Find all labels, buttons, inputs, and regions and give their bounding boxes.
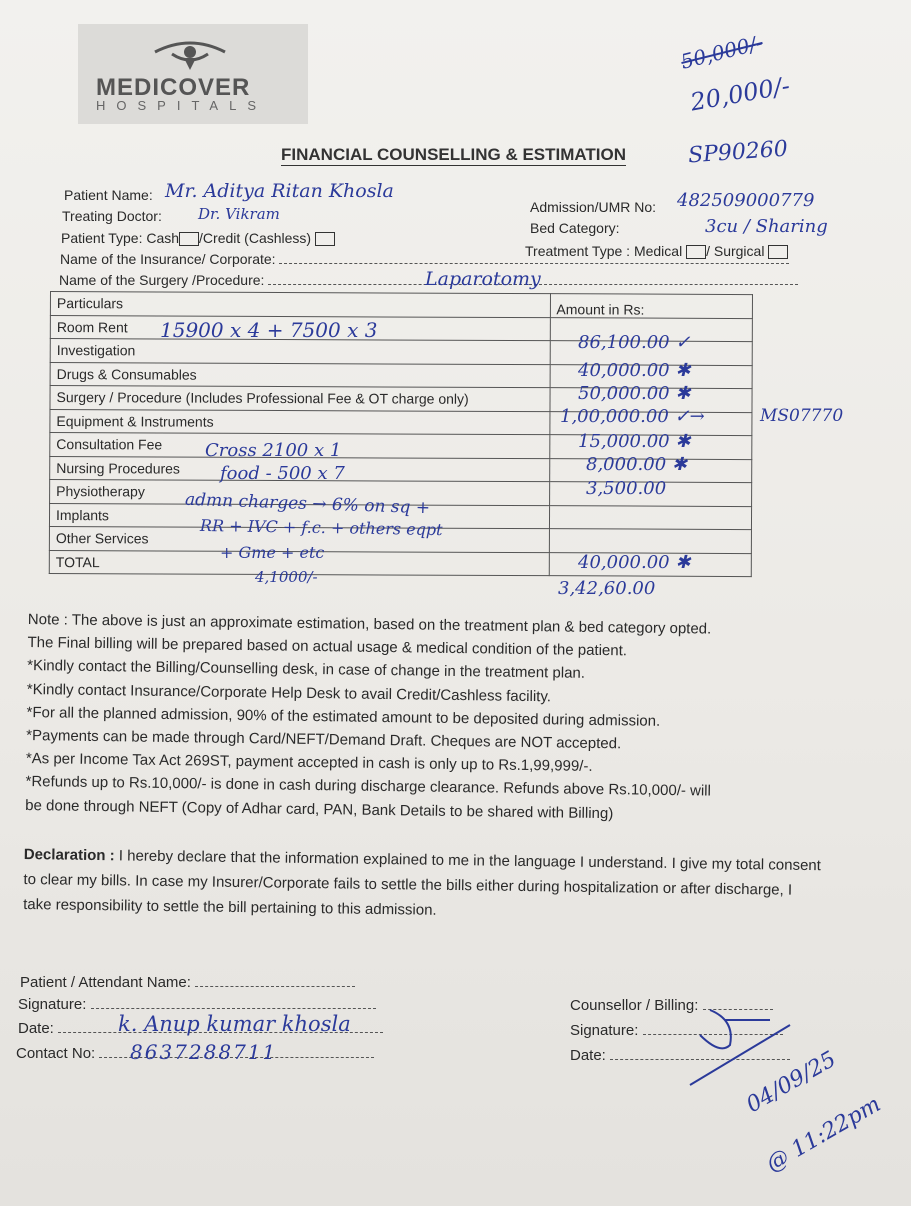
row-label: Investigation [50,339,550,365]
eye-logo-icon [150,30,230,70]
struck-amount: 50,000/- [678,30,766,74]
bed-category-label: Bed Category: [530,220,620,236]
insurance-label: Name of the Insurance/ Corporate: [60,251,276,267]
other-services-note: + Gme + etc [220,543,325,562]
nursing-note: food - 500 x 7 [220,463,345,484]
form-title: FINANCIAL COUNSELLING & ESTIMATION [281,145,627,164]
reference-code: SP90260 [687,136,789,169]
row-label: Physiotherapy [50,480,550,506]
amount-equipment: 15,000.00 ✱ [578,431,691,452]
note-line: *Refunds up to Rs.10,000/- is done in cash during discharge clearance. Refunds above Rs.10,000/- will [25,773,712,800]
physio-note: admn charges → 6% on sq + [184,489,431,519]
declaration-text: I hereby declare that the information explained to me in the language I understand. I give my total consent to clear my bills. In case my Insurer/Corporate fails to settle the bills either during hospitalization or after discharge, I take responsibility to settle the bill pertaining to this admission. [23,847,822,919]
medical-checkbox [686,245,706,259]
row-label: Consultation Fee [50,433,550,459]
contact-label: Contact No: [16,1045,96,1062]
bed-category-value: 3cu / Sharing [705,216,828,237]
note-line: *Payments can be made through Card/NEFT/Demand Draft. Cheques are NOT accepted. [26,727,622,753]
brand-subtitle: HOSPITALS [96,98,268,113]
implants-note: RR + IVC + f.c. + others eqpt [199,515,443,540]
treatment-type-row [525,243,788,259]
room-rent-note: 15900 x 4 + 7500 x 3 [160,318,378,342]
insurance-blank [279,263,789,264]
note-line: *Kindly contact the Billing/Counselling desk, in case of change in the treatment plan. [27,657,586,683]
row-label: Drugs & Consumables [50,362,550,388]
row-label: Room Rent [50,315,550,341]
note-line: *As per Income Tax Act 269ST, payment accepted in cash is only up to Rs.1,99,999/-. [25,750,593,776]
row-label: Implants [49,503,549,529]
row-label: Nursing Procedures [50,456,550,482]
declaration-section [23,842,824,928]
attendant-label: Patient / Attendant Name: [20,974,191,991]
amount-drugs: 50,000.00 ✱ [578,383,691,404]
amount-header: Amount in Rs: [550,294,753,318]
amount-total: 3,42,60.00 [558,578,656,599]
surgery-code: MS07770 [760,406,844,426]
signature-label: Signature: [18,996,87,1013]
credit-checkbox [315,232,335,246]
note-line: The Final billing will be prepared based on actual usage & medical condition of the patient. [27,634,628,660]
amount-nursing: 3,500.00 [586,478,667,499]
credit-label: /Credit (Cashless) [199,230,312,246]
doctor-value: Dr. Vikram [198,205,280,223]
cash-checkbox [179,232,199,246]
note-line: *Kindly contact Insurance/Corporate Help Desk to avail Credit/Cashless facility. [26,680,552,705]
handwritten-time: @ 11:22pm [762,1091,886,1178]
surgery-label: Name of the Surgery /Procedure: [59,272,265,288]
note-line: Note : The above is just an approximate estimation, based on the treatment plan & bed category opted. [27,610,712,638]
brand-name: MEDICOVER [96,74,251,101]
amount-surgery: 1,00,000.00 ✓→ [560,406,705,427]
amount-investigation: 40,000.00 ✱ [578,360,691,381]
admission-label: Admission/UMR No: [530,199,657,215]
row-label: Equipment & Instruments [50,409,550,435]
surgical-label: / Surgical [706,243,765,259]
particulars-header: Particulars [50,292,550,318]
note-line: *For all the planned admission, 90% of the estimated amount to be deposited during admission. [26,703,661,730]
contact-value: 8637288711 [130,1040,278,1064]
counsellor-signature-label: Signature: [570,1022,639,1039]
notes-section [25,608,828,828]
note-line: be done through NEFT (Copy of Adhar card, PAN, Bank Details to be shared with Billing) [25,796,614,822]
declaration-label: Declaration : [23,845,115,865]
row-label: Surgery / Procedure (Includes Professional Fee & OT charge only) [50,386,550,412]
row-label: TOTAL [49,550,549,576]
patient-name-value: Mr. Aditya Ritan Khosla [165,180,394,202]
amount-room-rent: 86,100.00 ✓ [578,332,691,353]
amount-consultation: 8,000.00 ✱ [586,454,687,475]
treatment-type-label: Treatment Type : Medical [525,243,683,259]
patient-type-row [61,230,335,246]
patient-name-label: Patient Name: [64,187,153,203]
table-header-row [50,292,752,319]
total-note: 4,1000/- [255,568,318,586]
row-label: Other Services [49,526,549,552]
amount-note: 20,000/- [688,71,792,117]
handwritten-date: 04/09/25 [742,1046,841,1119]
counsellor-label: Counsellor / Billing: [570,997,699,1014]
counsellor-date-label: Date: [570,1047,606,1064]
doctor-label: Treating Doctor: [62,208,162,224]
consultation-note: Cross 2100 x 1 [205,440,342,461]
attendant-signature: k. Anup kumar khosla [118,1012,351,1036]
attendant-row [20,974,355,991]
signature-row [18,996,376,1013]
amount-other-services: 40,000.00 ✱ [578,552,691,573]
admission-value: 482509000779 [677,190,815,211]
surgery-value: Laparotomy [425,268,541,290]
patient-type-label: Patient Type: Cash [61,230,180,246]
surgical-checkbox [768,245,788,259]
date-label: Date: [18,1020,54,1037]
